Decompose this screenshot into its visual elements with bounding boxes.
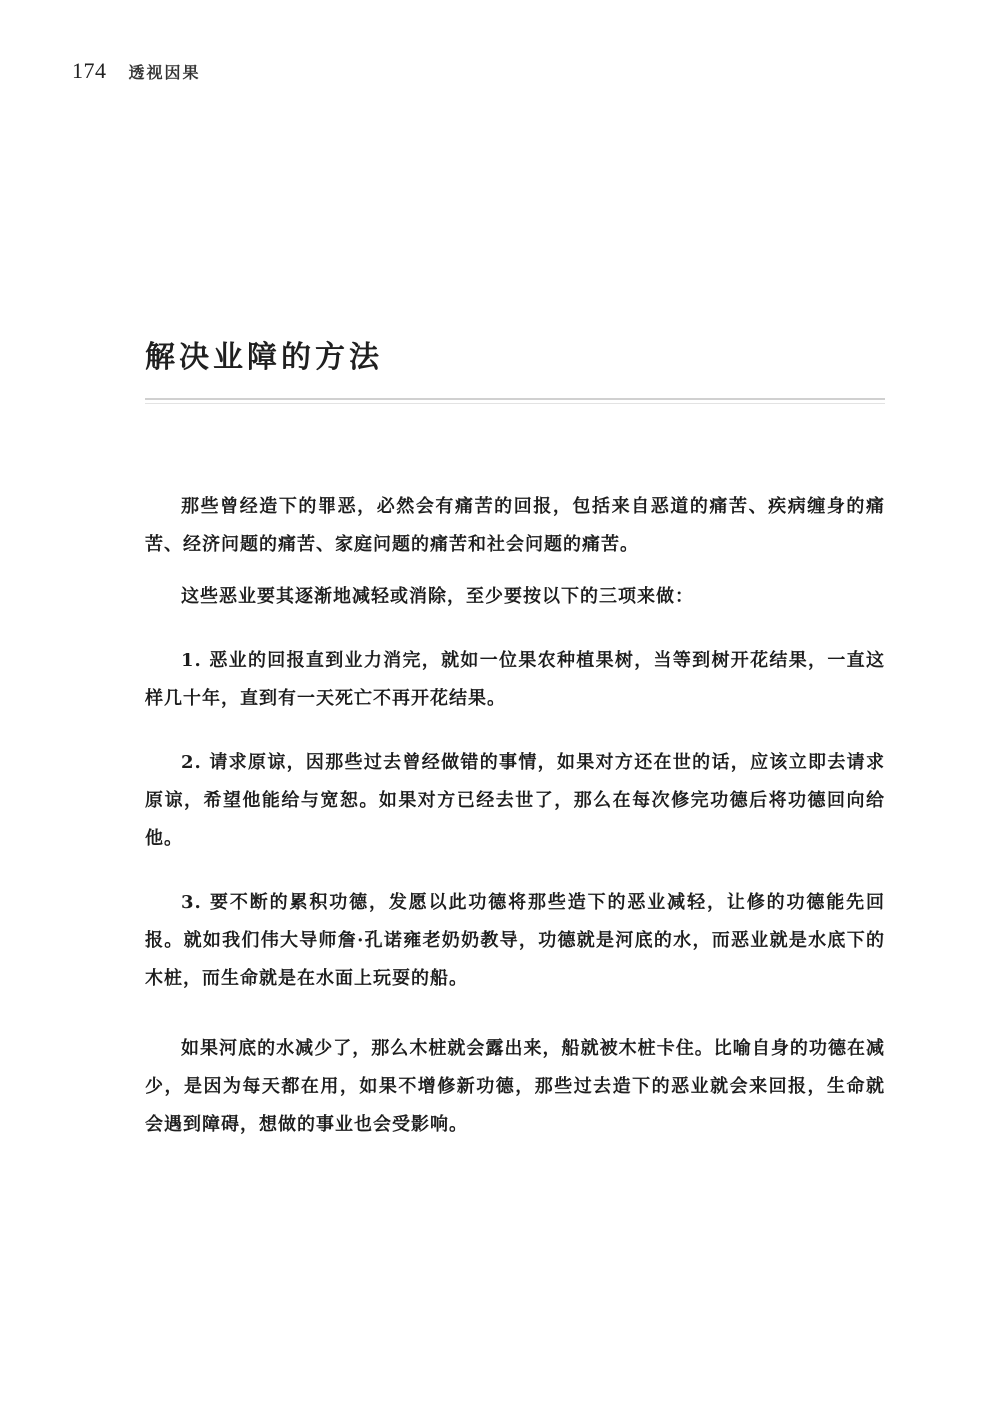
list-item-3: 3. 要不断的累积功德，发愿以此功德将那些造下的恶业减轻，让修的功德能先回报。就如我们伟大导师詹·孔诺雍老奶奶教导，功德就是河底的水，而恶业就是水底下的木桩，而生命就是在水面上玩耍的船。 [145, 892, 885, 989]
chapter-title: 解决业障的方法 [145, 340, 383, 375]
list-item-1: 1. 恶业的回报直到业力消完，就如一位果农种植果树，当等到树开花结果，一直这样几十年，直到有一天死亡不再开花结果。 [145, 650, 885, 709]
title-divider [145, 398, 885, 404]
paragraph-final: 如果河底的水减少了，那么木桩就会露出来，船就被木桩卡住。比喻自身的功德在减少，是因为每天都在用，如果不增修新功德，那些过去造下的恶业就会来回报，生命就会遇到障碍，想做的事业也会受影响。 [145, 1038, 885, 1135]
page-number: 174 [72, 58, 107, 83]
running-head [72, 58, 201, 90]
paragraph-1: 那些曾经造下的罪恶，必然会有痛苦的回报，包括来自恶道的痛苦、疾病缠身的痛苦、经济问题的痛苦、家庭问题的痛苦和社会问题的痛苦。 [145, 496, 885, 555]
chapter-heading [145, 336, 885, 404]
book-title: 透视因果 [128, 63, 201, 82]
paragraph-2: 这些恶业要其逐渐地减轻或消除，至少要按以下的三项来做： [181, 586, 694, 607]
list-item-2: 2. 请求原谅，因那些过去曾经做错的事情，如果对方还在世的话，应该立即去请求原谅，希望他能给与宽恕。如果对方已经去世了，那么在每次修完功德后将功德回向给他。 [145, 752, 885, 849]
body-text [145, 488, 885, 1144]
